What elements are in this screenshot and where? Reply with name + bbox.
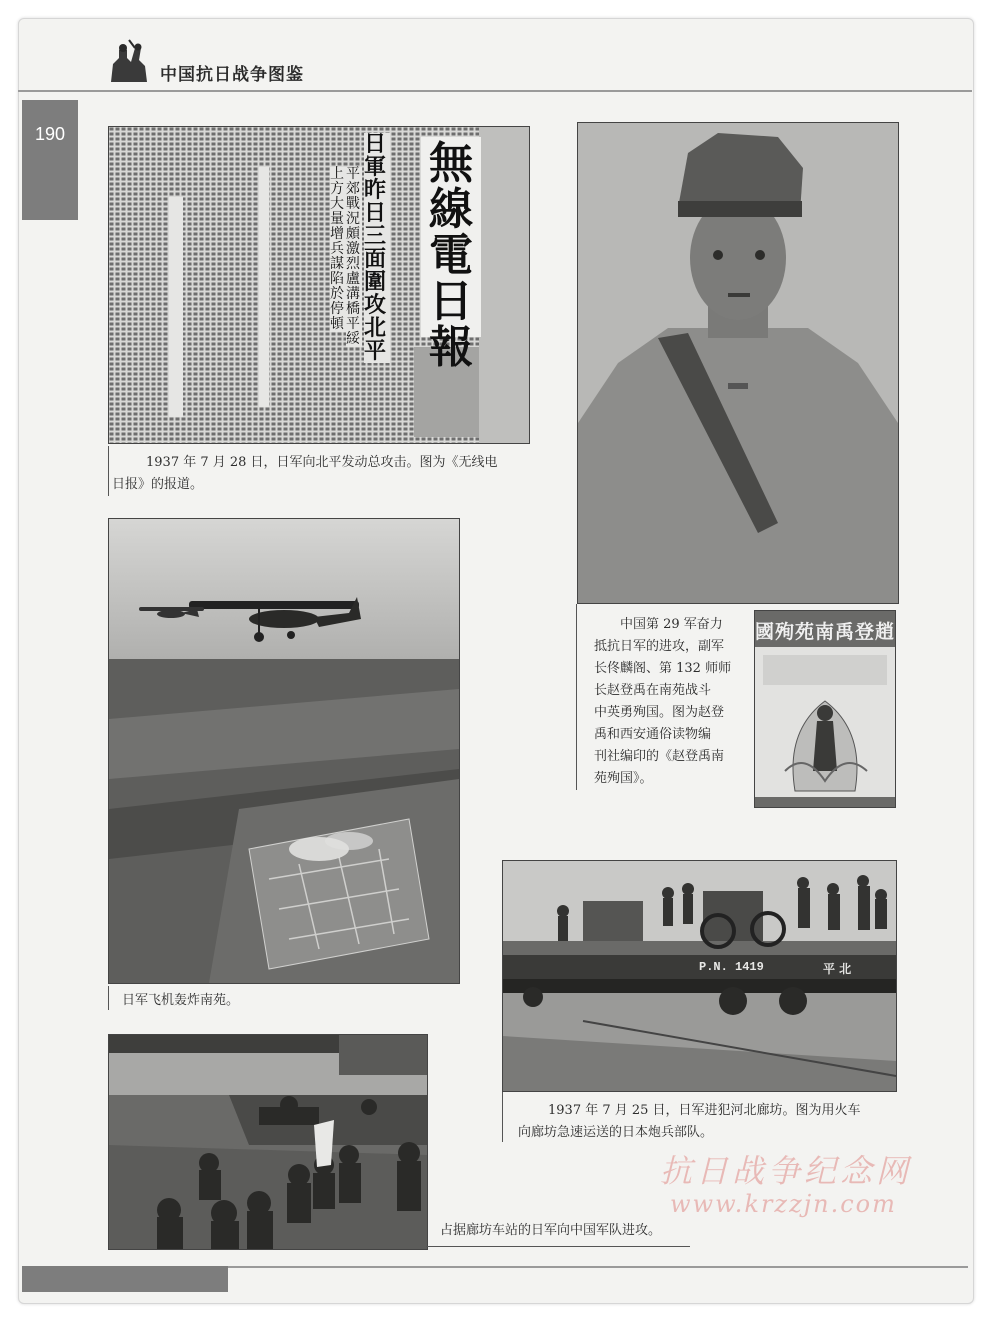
station-caption: 占据廊坊车站的日军向中国军队进攻。 [440,1223,662,1238]
portrait-caption-line: 中英勇殉国。图为赵登 [594,705,725,720]
aerial-caption: 日军飞机轰炸南苑。 [122,993,240,1008]
page-tab [22,100,78,220]
portrait-caption [594,614,754,790]
portrait-image [578,123,898,603]
portrait-caption-line: 刊社编印的《赵登禹南 [594,749,725,764]
newspaper-caption [112,452,532,496]
train-car-marking-2: 平 北 [823,962,852,976]
watermark-site-name: 抗日战争纪念网 [660,1152,913,1190]
newspaper-caption-line: 日报》的报道。 [112,477,204,492]
aerial-image [109,519,459,983]
newspaper-headline: 日軍昨日三面圍攻北平 [364,133,390,363]
portrait-caption-line: 长赵登禹在南苑战斗 [594,683,712,698]
portrait-caption-line: 抵抗日军的进攻，副军 [594,639,725,654]
book-title: 中国抗日战争图鉴 [160,65,304,85]
newspaper-caption-line: 1937 年 7 月 28 日，日军向北平发动总攻击。图为《无线电 [146,455,498,470]
train-car-marking: P.N. 1419 [699,960,764,974]
footer-bar [22,1266,228,1292]
caption-rule [576,604,577,790]
soldier-emblem-icon [105,38,151,82]
header-divider [18,90,972,92]
artillery-train-photo [502,860,897,1092]
portrait-caption-line: 苑殉国》。 [594,771,653,786]
portrait-caption-line: 禹和西安通俗读物编 [594,727,712,742]
caption-rule [426,1246,690,1247]
caption-rule [108,986,109,1010]
station-image [109,1035,427,1249]
caption-rule [108,446,109,496]
page-number: 190 [34,124,66,144]
watermark-url: www.krzzjn.com [670,1190,897,1218]
train-caption-line: 向廊坊急速运送的日本炮兵部队。 [518,1125,714,1140]
newspaper-photo [108,126,530,444]
book-cover-illustration [755,611,895,807]
portrait-caption-line: 中国第 29 军奋力 [620,617,723,632]
newspaper-subhead: 平郊戰況頗激烈盧溝橋平綏 [346,166,360,347]
train-caption [518,1100,898,1144]
caption-rule [502,1092,503,1142]
book-cover-photo [754,610,896,808]
aerial-bombing-photo [108,518,460,984]
book-cover-title: 趙登禹南苑殉國 [754,621,895,643]
newspaper-subhead-2: 上方大量增兵謀陷於停頓 [330,166,344,332]
station-combat-photo [108,1034,428,1250]
train-caption-line: 1937 年 7 月 25 日，日军进犯河北廊坊。图为用火车 [548,1103,861,1118]
portrait-photo [577,122,899,604]
portrait-caption-line: 长佟麟阁、第 132 师师 [594,661,732,676]
newspaper-masthead: 無線電日報 [429,138,473,373]
